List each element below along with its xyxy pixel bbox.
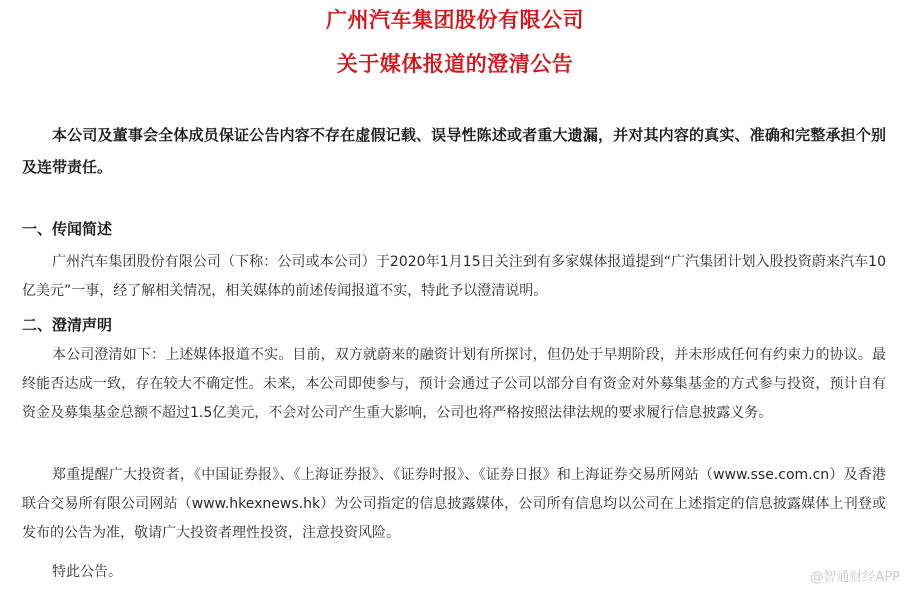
watermark: @智通财经APP [810,570,900,585]
rumor-paragraph: 广州汽车集团股份有限公司（下称：公司或本公司）于2020年1月15日关注到有多家媒体报道提到“广汽集团计划入股投资蔚来汽车10亿美元”一事，经了解相关情况，相关媒体的前述传闻报道不实，特此予以澄清说明。 [22,254,886,299]
closing-text: 特此公告。 [52,564,122,580]
investor-reminder-paragraph: 郑重提醒广大投资者，《中国证券报》、《上海证券报》、《证券时报》、《证券日报》和上海证券交易所网站（www.sse.com.cn）及香港联合交易所有限公司网站（www.hkexnews.hk）为公司指定的信息披露媒体，公司所有信息均以公司在上述指定的信息披露媒体上刊登或发布的公告为准，敬请广大投资者理性投资，注意投资风险。 [22,467,886,541]
company-title: 广州汽车集团股份有限公司 [326,8,584,32]
clarification-paragraph: 本公司澄清如下：上述媒体报道不实。目前，双方就蔚来的融资计划有所探讨，但仍处于早期阶段，并未形成任何有约束力的协议。最终能否达成一致，存在较大不确定性。未来，本公司即使参与，预计会通过子公司以部分自有资金对外募集基金的方式参与投资，预计自有资金及募集基金总额不超过1.5亿美元，不会对公司产生重大影响，公司也将严格按照法律法规的要求履行信息披露义务。 [22,347,886,421]
board-statement: 本公司及董事会全体成员保证公告内容不存在虚假记载、误导性陈述或者重大遗漏，并对其内容的真实、准确和完整承担个别及连带责任。 [22,126,886,176]
section-heading-rumor: 一、传闻简述 [22,220,113,238]
announcement-title: 关于媒体报道的澄清公告 [336,52,574,76]
section-heading-clarification: 二、澄清声明 [22,316,113,334]
